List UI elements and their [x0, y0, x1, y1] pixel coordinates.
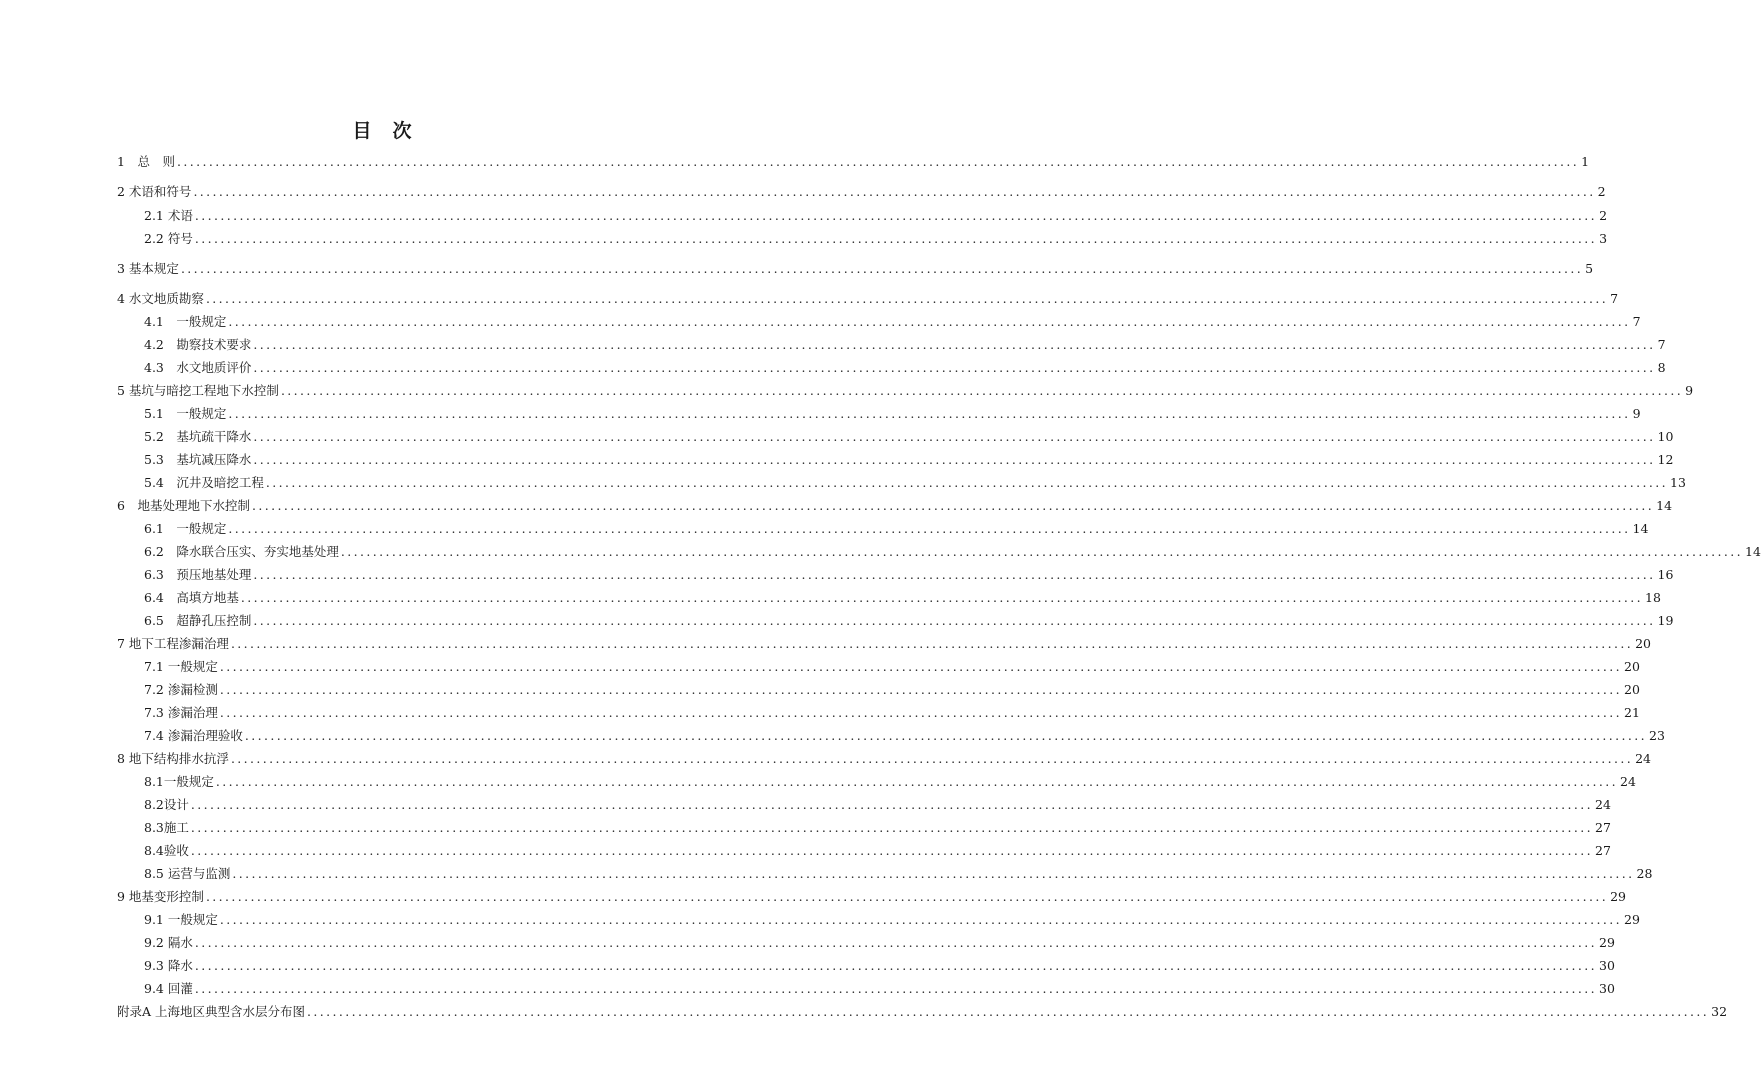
toc-entry-page-number: 21	[1624, 705, 1640, 720]
toc-entry[interactable]	[117, 1000, 1728, 1020]
toc-dot-leader: ............................................................................................................................................................................................................................	[253, 360, 1656, 375]
toc-entry-page-number: 27	[1595, 843, 1611, 858]
toc-entry-page-number: 2	[1599, 208, 1608, 223]
toc-entry-page-number: 14	[1745, 544, 1761, 559]
toc-subentry[interactable]	[144, 908, 1640, 928]
toc-dot-leader: ............................................................................................................................................................................................................................	[190, 797, 1594, 812]
toc-entry-label: 5.2 基坑疏干降水	[144, 429, 252, 444]
toc-entry-page-number: 9	[1632, 406, 1641, 421]
toc-entry-label: 6.3 预压地基处理	[144, 567, 252, 582]
toc-entry-page-number: 18	[1645, 590, 1661, 605]
toc-entry-page-number: 16	[1657, 567, 1674, 582]
toc-entry[interactable]	[117, 287, 1619, 307]
toc-subentry[interactable]	[144, 356, 1666, 376]
toc-entry-label: 4.3 水文地质评价	[144, 360, 252, 375]
toc-subentry[interactable]	[144, 586, 1661, 606]
toc-entry-page-number: 29	[1610, 889, 1626, 904]
toc-entry-label: 7.1 一般规定	[144, 659, 218, 674]
page-title: 目 次	[352, 120, 413, 142]
toc-entry-label: 8 地下结构排水抗浮	[117, 751, 229, 766]
toc-dot-leader: ............................................................................................................................................................................................................................	[219, 912, 1623, 927]
toc-dot-leader: ............................................................................................................................................................................................................................	[228, 521, 1631, 536]
toc-dot-leader: ............................................................................................................................................................................................................................	[219, 659, 1623, 674]
toc-entry[interactable]	[117, 885, 1626, 905]
toc-dot-leader: ............................................................................................................................................................................................................................	[205, 889, 1609, 904]
toc-subentry[interactable]	[144, 862, 1653, 882]
toc-dot-leader: ............................................................................................................................................................................................................................	[232, 866, 1635, 881]
toc-subentry[interactable]	[144, 793, 1611, 813]
toc-dot-leader: ............................................................................................................................................................................................................................	[219, 705, 1623, 720]
toc-entry-page-number: 30	[1599, 981, 1615, 996]
toc-entry-label: 9.1 一般规定	[144, 912, 218, 927]
toc-entry-label: 7.3 渗漏治理	[144, 705, 218, 720]
toc-subentry[interactable]	[144, 724, 1665, 744]
toc-dot-leader: ............................................................................................................................................................................................................................	[228, 406, 1631, 421]
toc-entry-page-number: 19	[1657, 613, 1674, 628]
toc-entry-label: 6.4 高填方地基	[144, 590, 239, 605]
toc-dot-leader: ............................................................................................................................................................................................................................	[205, 291, 1609, 306]
toc-entry-page-number: 7	[1632, 314, 1641, 329]
toc-entry-page-number: 30	[1599, 958, 1615, 973]
toc-dot-leader: ............................................................................................................................................................................................................................	[180, 261, 1584, 276]
toc-subentry[interactable]	[144, 425, 1674, 445]
toc-entry-label: 1 总 则	[117, 154, 175, 169]
toc-dot-leader: ............................................................................................................................................................................................................................	[194, 935, 1598, 950]
toc-subentry[interactable]	[144, 655, 1640, 675]
toc-subentry[interactable]	[144, 609, 1674, 629]
toc-dot-leader: ............................................................................................................................................................................................................................	[253, 452, 1656, 467]
toc-dot-leader: ............................................................................................................................................................................................................................	[244, 728, 1648, 743]
toc-entry-page-number: 3	[1599, 231, 1608, 246]
toc-dot-leader: ............................................................................................................................................................................................................................	[265, 475, 1669, 490]
toc-subentry[interactable]	[144, 678, 1640, 698]
toc-entry-page-number: 7	[1610, 291, 1619, 306]
toc-entry-label: 9.3 降水	[144, 958, 193, 973]
toc-dot-leader: ............................................................................................................................................................................................................................	[253, 429, 1656, 444]
toc-entry-page-number: 29	[1624, 912, 1640, 927]
toc-dot-leader: ............................................................................................................................................................................................................................	[240, 590, 1644, 605]
toc-dot-leader: ............................................................................................................................................................................................................................	[194, 981, 1598, 996]
toc-entry-label: 6 地基处理地下水控制	[117, 498, 250, 513]
toc-dot-leader: ............................................................................................................................................................................................................................	[190, 820, 1594, 835]
toc-entry-label: 附录A 上海地区典型含水层分布图	[117, 1004, 306, 1019]
toc-dot-leader: ............................................................................................................................................................................................................................	[194, 231, 1598, 246]
toc-entry[interactable]	[117, 632, 1651, 652]
toc-entry-label: 8.4验收	[144, 843, 189, 858]
toc-entry-label: 4 水文地质勘察	[117, 291, 204, 306]
toc-subentry[interactable]	[144, 448, 1674, 468]
toc-dot-leader: ............................................................................................................................................................................................................................	[193, 184, 1596, 199]
toc-subentry[interactable]	[144, 931, 1615, 951]
toc-dot-leader: ............................................................................................................................................................................................................................	[340, 544, 1744, 559]
toc-entry-page-number: 28	[1636, 866, 1653, 881]
toc-entry-page-number: 20	[1624, 682, 1640, 697]
toc-entry-label: 8.2设计	[144, 797, 189, 812]
toc-entry-page-number: 20	[1624, 659, 1640, 674]
toc-dot-leader: ............................................................................................................................................................................................................................	[251, 498, 1655, 513]
toc-entry[interactable]	[117, 379, 1694, 399]
toc-subentry[interactable]	[144, 954, 1615, 974]
toc-dot-leader: ............................................................................................................................................................................................................................	[194, 208, 1598, 223]
toc-dot-leader: ............................................................................................................................................................................................................................	[194, 958, 1598, 973]
toc-entry-label: 3 基本规定	[117, 261, 179, 276]
toc-entry-label: 5.4 沉井及暗挖工程	[144, 475, 264, 490]
toc-subentry[interactable]	[144, 770, 1636, 790]
toc-dot-leader: ............................................................................................................................................................................................................................	[253, 567, 1656, 582]
toc-entry-page-number: 27	[1595, 820, 1611, 835]
toc-entry-label: 2.1 术语	[144, 208, 193, 223]
toc-entry[interactable]	[117, 494, 1673, 514]
toc-entry-page-number: 5	[1585, 261, 1594, 276]
toc-entry-page-number: 32	[1711, 1004, 1728, 1019]
toc-subentry[interactable]	[144, 839, 1611, 859]
toc-entry-label: 4.2 勘察技术要求	[144, 337, 252, 352]
toc-entry-label: 2.2 符号	[144, 231, 193, 246]
toc-entry-page-number: 20	[1635, 636, 1651, 651]
toc-subentry[interactable]	[144, 977, 1615, 997]
toc-entry[interactable]	[117, 180, 1606, 200]
toc-entry-label: 8.3施工	[144, 820, 189, 835]
toc-entry-label: 7 地下工程渗漏治理	[117, 636, 229, 651]
toc-entry-page-number: 12	[1657, 452, 1674, 467]
toc-entry-page-number: 7	[1657, 337, 1666, 352]
toc-entry-page-number: 23	[1649, 728, 1665, 743]
toc-dot-leader: ............................................................................................................................................................................................................................	[253, 613, 1656, 628]
toc-dot-leader: ............................................................................................................................................................................................................................	[176, 154, 1580, 169]
toc-entry-page-number: 13	[1670, 475, 1686, 490]
toc-subentry[interactable]	[144, 540, 1761, 560]
toc-dot-leader: ............................................................................................................................................................................................................................	[230, 636, 1634, 651]
toc-entry-label: 6.1 一般规定	[144, 521, 227, 536]
toc-entry[interactable]	[117, 747, 1651, 767]
toc-entry-page-number: 9	[1685, 383, 1694, 398]
toc-entry-label: 8.1一般规定	[144, 774, 214, 789]
toc-subentry[interactable]	[144, 563, 1674, 583]
toc-subentry[interactable]	[144, 471, 1686, 491]
toc-dot-leader: ............................................................................................................................................................................................................................	[230, 751, 1634, 766]
toc-entry-page-number: 24	[1620, 774, 1636, 789]
toc-subentry[interactable]	[144, 402, 1641, 422]
toc-entry-page-number: 29	[1599, 935, 1615, 950]
toc-subentry[interactable]	[144, 701, 1640, 721]
toc-dot-leader: ............................................................................................................................................................................................................................	[228, 314, 1631, 329]
toc-subentry[interactable]	[144, 227, 1608, 247]
toc-subentry[interactable]	[144, 204, 1608, 224]
toc-entry-page-number: 8	[1657, 360, 1666, 375]
toc-entry-page-number: 24	[1635, 751, 1651, 766]
toc-entry-label: 5.3 基坑减压降水	[144, 452, 252, 467]
toc-dot-leader: ............................................................................................................................................................................................................................	[190, 843, 1594, 858]
toc-entry-label: 2 术语和符号	[117, 184, 192, 199]
toc-dot-leader: ............................................................................................................................................................................................................................	[215, 774, 1619, 789]
toc-entry-label: 6.2 降水联合压实、夯实地基处理	[144, 544, 339, 559]
toc-dot-leader: ............................................................................................................................................................................................................................	[253, 337, 1656, 352]
toc-subentry[interactable]	[144, 333, 1666, 353]
toc-entry[interactable]	[117, 150, 1590, 170]
toc-entry-page-number: 14	[1656, 498, 1673, 513]
toc-entry-page-number: 24	[1595, 797, 1611, 812]
toc-dot-leader: ............................................................................................................................................................................................................................	[219, 682, 1623, 697]
toc-subentry[interactable]	[144, 310, 1641, 330]
toc-subentry[interactable]	[144, 816, 1611, 836]
toc-entry-label: 5.1 一般规定	[144, 406, 227, 421]
toc-dot-leader: ............................................................................................................................................................................................................................	[307, 1004, 1710, 1019]
toc-entry-label: 9.4 回灌	[144, 981, 193, 996]
toc-entry-label: 9 地基变形控制	[117, 889, 204, 904]
toc-entry-label: 6.5 超静孔压控制	[144, 613, 252, 628]
toc-entry-label: 7.2 渗漏检测	[144, 682, 218, 697]
toc-entry-label: 7.4 渗漏治理验收	[144, 728, 243, 743]
toc-entry-page-number: 1	[1581, 154, 1590, 169]
toc-entry[interactable]	[117, 257, 1594, 277]
toc-entry-label: 9.2 隔水	[144, 935, 193, 950]
toc-entry-page-number: 10	[1657, 429, 1674, 444]
toc-entry-page-number: 14	[1632, 521, 1649, 536]
toc-entry-page-number: 2	[1597, 184, 1606, 199]
toc-entry-label: 4.1 一般规定	[144, 314, 227, 329]
toc-entry-label: 8.5 运营与监测	[144, 866, 231, 881]
toc-subentry[interactable]	[144, 517, 1649, 537]
toc-dot-leader: ............................................................................................................................................................................................................................	[280, 383, 1684, 398]
toc-entry-label: 5 基坑与暗挖工程地下水控制	[117, 383, 279, 398]
